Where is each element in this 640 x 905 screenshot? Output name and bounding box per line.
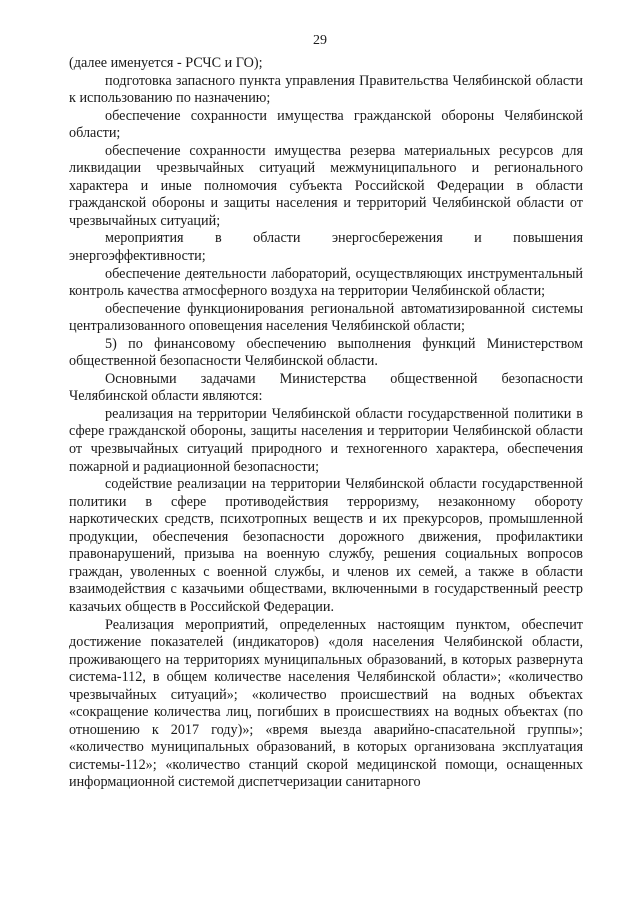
- paragraph-main-tasks: Основными задачами Министерства общественной безопасности Челябинской области являются:: [69, 370, 583, 405]
- paragraph-assistance-policy: содействие реализации на территории Челябинской области государственной политики в сфере противодействия терроризму, незаконному обороту наркотических средств, психотропных веществ и их прекурсоров, промышленной продукции, обеспечения безопасности дорожного движения, профилактики правонарушений, призыва на военную службу, решения социальных вопросов граждан, уволенных с военной службы, и членов их семей, а также в области взаимодействия с казачьими обществами, включенными в государственный реестр казачьих обществ в Российской Федерации.: [69, 476, 583, 615]
- document-body: [69, 55, 583, 792]
- page-number: 29: [313, 33, 327, 48]
- paragraph-alert-system: обеспечение функционирования региональной автоматизированной системы централизованного оповещения населения Челябинской области;: [69, 300, 583, 335]
- paragraph-financial-support: 5) по финансовому обеспечению выполнения функций Министерством общественной безопасности Челябинской области.: [69, 335, 583, 370]
- paragraph-material-reserve: обеспечение сохранности имущества резерва материальных ресурсов для ликвидации чрезвычайных ситуаций межмуниципального и регионального характера и иные полномочия субъекта Российской Федерации в области гражданской обороны и защиты населения и территорий Челябинской области от чрезвычайных ситуаций;: [69, 142, 583, 229]
- paragraph-indicators: Реализация мероприятий, определенных настоящим пунктом, обеспечит достижение показателей (индикаторов) «доля населения Челябинской области, проживающего на территориях муниципальных образований, в которых развернута система-112, в общем количестве населения Челябинской области»; «количество чрезвычайных ситуаций»; «количество происшествий на водных объектах «сокращение количества лиц, погибших в происшествиях на водных объектах (по отношению к 2017 году)»; «время выезда аварийно-спасательной группы»; «количество муниципальных образований, в которых организована эксплуатация системы-112»; «количество станций скорой медицинской помощи, оснащенных информационной системой диспетчеризации санитарного: [69, 616, 583, 791]
- paragraph-energy-saving: мероприятия в области энергосбережения и повышения энергоэффективности;: [69, 230, 583, 265]
- paragraph-state-policy-civil-defense: реализация на территории Челябинской области государственной политики в сфере гражданской обороны, защиты населения и территории Челябинской области от чрезвычайных ситуаций природного и техногенного характера, обеспечения пожарной и радиационной безопасности;: [69, 405, 583, 475]
- paragraph-reserve-command-post: подготовка запасного пункта управления Правительства Челябинской области к использованию по назначению;: [69, 72, 583, 107]
- paragraph-civil-defense-property: обеспечение сохранности имущества гражданской обороны Челябинской области;: [69, 107, 583, 142]
- paragraph-rschs-go: (далее именуется - РСЧС и ГО);: [69, 55, 263, 71]
- paragraph-laboratories: обеспечение деятельности лабораторий, осуществляющих инструментальный контроль качества атмосферного воздуха на территории Челябинской области;: [69, 265, 583, 300]
